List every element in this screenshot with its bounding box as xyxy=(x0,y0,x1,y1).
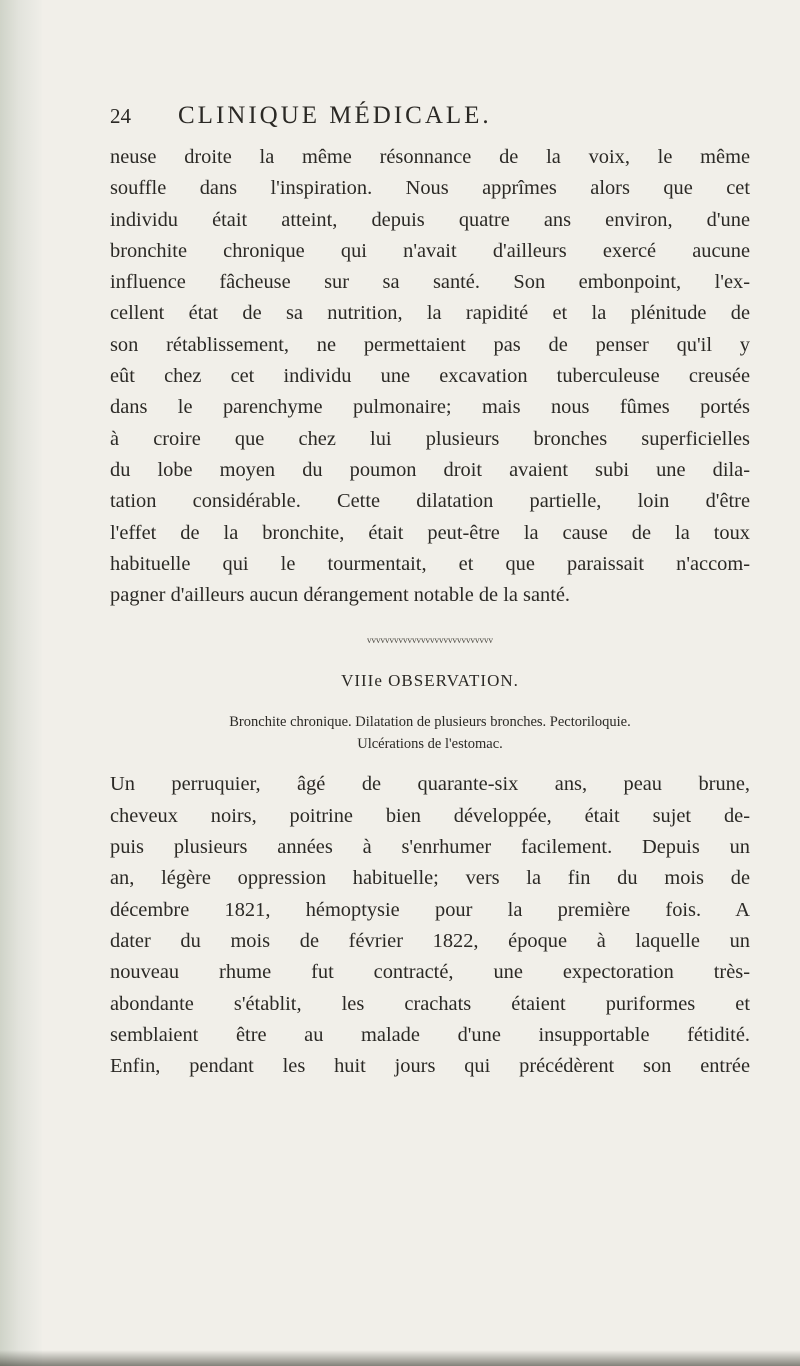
text-line: souffle dans l'inspiration. Nous apprîmes alors que cet xyxy=(110,177,750,200)
page-header xyxy=(110,102,750,142)
text-line: Enfin, pendant les huit jours qui précédèrent son entrée xyxy=(110,1055,750,1078)
paragraph-continuation xyxy=(110,142,750,611)
text-line: bronchite chronique qui n'avait d'ailleurs exercé aucune xyxy=(110,239,750,262)
text-line: tation considérable. Cette dilatation partielle, loin d'être xyxy=(110,490,750,513)
text-line: nouveau rhume fut contracté, une expectoration très- xyxy=(110,961,750,984)
text-line: habituelle qui le tourmentait, et que paraissait n'accom- xyxy=(110,552,750,575)
text-line: individu était atteint, depuis quatre ans environ, d'une xyxy=(110,208,750,231)
observation-subtitle-line: Bronchite chronique. Dilatation de plusieurs bronches. Pectoriloquie. xyxy=(229,714,631,731)
running-title: CLINIQUE MÉDICALE. xyxy=(178,102,492,129)
text-line: cheveux noirs, poitrine bien développée, était sujet de- xyxy=(110,804,750,827)
text-line: influence fâcheuse sur sa santé. Son embonpoint, l'ex- xyxy=(110,271,750,294)
text-line: cellent état de sa nutrition, la rapidité et la plénitude de xyxy=(110,302,750,325)
text-line: décembre 1821, hémoptysie pour la première fois. A xyxy=(110,898,750,921)
text-line: dans le parenchyme pulmonaire; mais nous fûmes portés xyxy=(110,396,750,419)
page-bottom-shadow xyxy=(0,1350,800,1366)
text-line: à croire que chez lui plusieurs bronches superficielles xyxy=(110,427,750,450)
paragraph-observation xyxy=(110,769,750,1082)
text-line: pagner d'ailleurs aucun dérangement notable de la santé. xyxy=(110,584,571,607)
text-line: abondante s'établit, les crachats étaient puriformes et xyxy=(110,992,750,1015)
text-line: Un perruquier, âgé de quarante-six ans, peau brune, xyxy=(110,773,750,796)
section-ornament: vvvvvvvvvvvvvvvvvvvvvvvvvvvv xyxy=(367,635,493,646)
text-line: an, légère oppression habituelle; vers la fin du mois de xyxy=(110,867,750,890)
text-line: semblaient être au malade d'une insupportable fétidité. xyxy=(110,1023,750,1046)
book-page xyxy=(110,102,750,1082)
observation-subtitle-line: Ulcérations de l'estomac. xyxy=(357,736,503,753)
observation-subtitle xyxy=(110,711,750,755)
text-line: dater du mois de février 1822, époque à laquelle un xyxy=(110,929,750,952)
book-binding-edge xyxy=(0,0,42,1366)
text-line: l'effet de la bronchite, était peut-être la cause de la toux xyxy=(110,521,750,544)
text-line: du lobe moyen du poumon droit avaient subi une dila- xyxy=(110,458,750,481)
text-line: neuse droite la même résonnance de la voix, le même xyxy=(110,146,750,168)
observation-title: VIIIe OBSERVATION. xyxy=(341,671,519,691)
text-line: eût chez cet individu une excavation tuberculeuse creusée xyxy=(110,365,750,388)
page-number: 24 xyxy=(110,104,131,128)
text-line: son rétablissement, ne permettaient pas de penser qu'il y xyxy=(110,333,750,356)
text-line: puis plusieurs années à s'enrhumer facilement. Depuis un xyxy=(110,836,750,859)
